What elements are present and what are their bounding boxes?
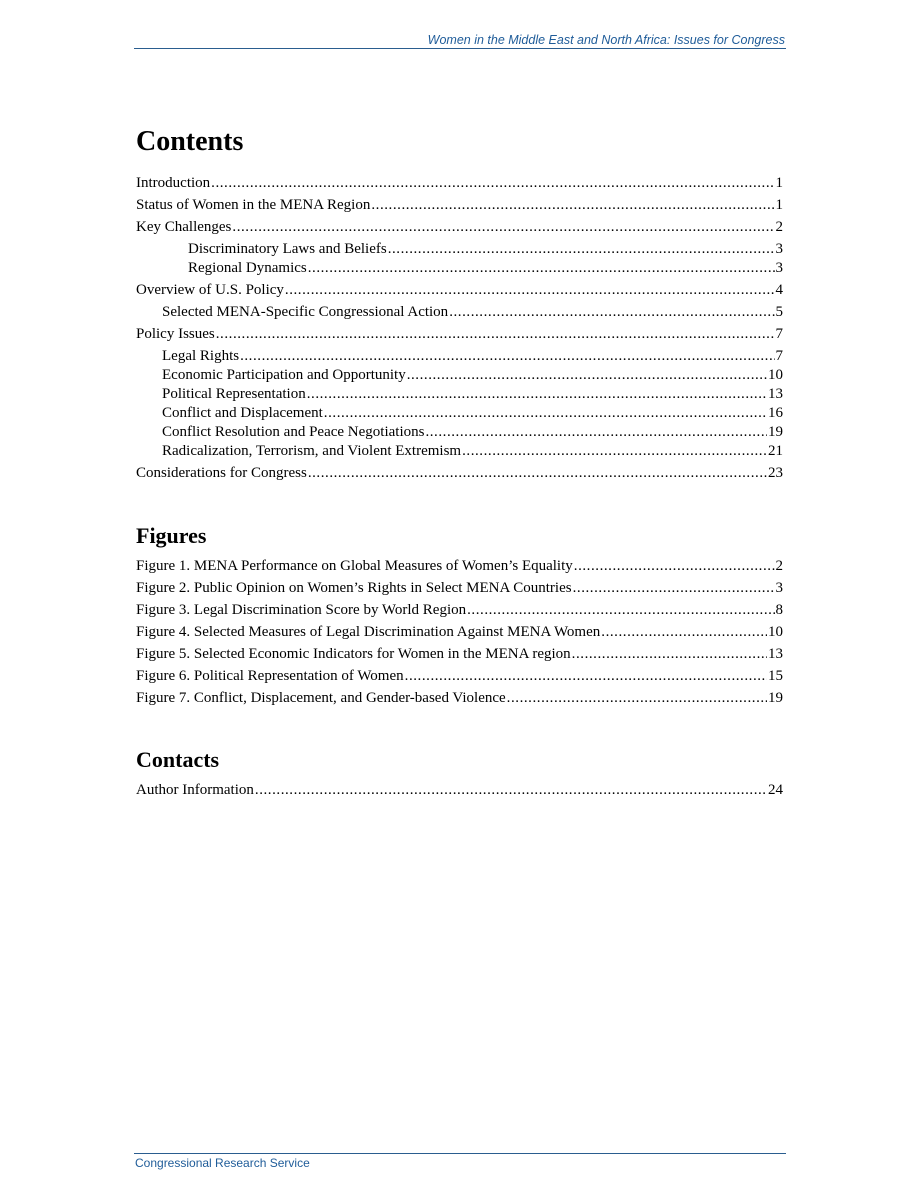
contact-entry-page: 24	[768, 782, 783, 798]
running-header	[134, 32, 786, 49]
figure-entry[interactable]	[136, 601, 783, 620]
toc-entry-page: 4	[775, 282, 783, 298]
figure-entry-title: Figure 3. Legal Discrimination Score by World Region	[136, 602, 467, 618]
table-of-contents	[136, 126, 783, 800]
toc-entry[interactable]	[136, 442, 783, 461]
dot-leader	[462, 442, 767, 461]
contacts-list	[136, 781, 783, 800]
figure-entry[interactable]	[136, 557, 783, 576]
toc-entry[interactable]	[136, 423, 783, 442]
toc-entry-title: Radicalization, Terrorism, and Violent Extremism	[162, 443, 462, 459]
toc-entry-title: Overview of U.S. Policy	[136, 282, 284, 298]
dot-leader	[232, 218, 774, 237]
toc-entry[interactable]	[136, 240, 783, 259]
contents-heading: Contents	[136, 126, 244, 157]
figure-entry-page: 2	[775, 558, 783, 574]
figure-entry[interactable]	[136, 645, 783, 664]
figure-entry-title: Figure 2. Public Opinion on Women’s Rights in Select MENA Countries	[136, 580, 572, 596]
toc-entry-title: Regional Dynamics	[188, 260, 307, 276]
figures-heading: Figures	[136, 523, 207, 548]
dot-leader	[407, 366, 767, 385]
dot-leader	[405, 667, 767, 686]
running-footer-source: Congressional Research Service	[135, 1156, 310, 1170]
contact-entry[interactable]	[136, 781, 783, 800]
figure-entry[interactable]	[136, 623, 783, 642]
running-footer	[134, 1153, 786, 1170]
toc-entry-page: 10	[768, 367, 783, 383]
toc-entry-page: 7	[775, 326, 783, 342]
toc-entry-title: Considerations for Congress	[136, 465, 307, 481]
dot-leader	[573, 579, 775, 598]
dot-leader	[308, 464, 767, 483]
figure-entry-page: 15	[768, 668, 783, 684]
toc-entry[interactable]	[136, 366, 783, 385]
toc-entry-page: 23	[768, 465, 783, 481]
toc-entry-page: 19	[768, 424, 783, 440]
toc-entry-page: 1	[775, 175, 783, 191]
figures-list	[136, 557, 783, 708]
toc-entry-page: 5	[775, 304, 783, 320]
figure-entry-page: 8	[775, 602, 783, 618]
toc-entry-title: Political Representation	[162, 386, 306, 402]
toc-entry-title: Discriminatory Laws and Beliefs	[188, 241, 387, 257]
dot-leader	[371, 196, 774, 215]
dot-leader	[467, 601, 774, 620]
contents-list	[136, 174, 783, 483]
toc-entry-page: 1	[775, 197, 783, 213]
toc-entry-page: 7	[775, 348, 783, 364]
figure-entry[interactable]	[136, 667, 783, 686]
toc-entry[interactable]	[136, 218, 783, 237]
dot-leader	[507, 689, 767, 708]
figure-entry-page: 19	[768, 690, 783, 706]
dot-leader	[240, 347, 774, 366]
contact-entry-title: Author Information	[136, 782, 254, 798]
dot-leader	[425, 423, 767, 442]
toc-entry-page: 3	[775, 241, 783, 257]
toc-entry-page: 21	[768, 443, 783, 459]
dot-leader	[308, 259, 775, 278]
toc-entry[interactable]	[136, 259, 783, 278]
toc-entry[interactable]	[136, 174, 783, 193]
dot-leader	[211, 174, 774, 193]
dot-leader	[307, 385, 767, 404]
dot-leader	[601, 623, 767, 642]
toc-entry[interactable]	[136, 385, 783, 404]
toc-entry[interactable]	[136, 464, 783, 483]
toc-entry[interactable]	[136, 347, 783, 366]
figure-entry-title: Figure 4. Selected Measures of Legal Discrimination Against MENA Women	[136, 624, 601, 640]
dot-leader	[285, 281, 775, 300]
figure-entry-title: Figure 5. Selected Economic Indicators for Women in the MENA region	[136, 646, 571, 662]
toc-entry-title: Key Challenges	[136, 219, 232, 235]
toc-entry-page: 13	[768, 386, 783, 402]
toc-entry[interactable]	[136, 325, 783, 344]
figure-entry-title: Figure 7. Conflict, Displacement, and Gender-based Violence	[136, 690, 506, 706]
toc-entry-title: Conflict and Displacement	[162, 405, 323, 421]
figure-entry[interactable]	[136, 579, 783, 598]
dot-leader	[449, 303, 774, 322]
toc-entry-title: Conflict Resolution and Peace Negotiations	[162, 424, 425, 440]
figure-entry-page: 13	[768, 646, 783, 662]
toc-entry-title: Economic Participation and Opportunity	[162, 367, 406, 383]
toc-entry-page: 2	[775, 219, 783, 235]
dot-leader	[574, 557, 775, 576]
toc-entry-title: Legal Rights	[162, 348, 240, 364]
dot-leader	[324, 404, 767, 423]
figure-entry[interactable]	[136, 689, 783, 708]
toc-entry-page: 3	[775, 260, 783, 276]
running-header-title: Women in the Middle East and North Africa: Issues for Congress	[427, 33, 785, 47]
dot-leader	[572, 645, 767, 664]
dot-leader	[216, 325, 775, 344]
toc-entry[interactable]	[136, 404, 783, 423]
figure-entry-title: Figure 1. MENA Performance on Global Measures of Women’s Equality	[136, 558, 573, 574]
toc-entry-title: Introduction	[136, 175, 211, 191]
figure-entry-title: Figure 6. Political Representation of Women	[136, 668, 404, 684]
toc-entry-title: Selected MENA-Specific Congressional Action	[162, 304, 449, 320]
figure-entry-page: 3	[775, 580, 783, 596]
toc-entry-title: Policy Issues	[136, 326, 215, 342]
toc-entry-page: 16	[768, 405, 783, 421]
toc-entry[interactable]	[136, 281, 783, 300]
toc-entry[interactable]	[136, 303, 783, 322]
figure-entry-page: 10	[768, 624, 783, 640]
contacts-heading: Contacts	[136, 747, 220, 772]
toc-entry[interactable]	[136, 196, 783, 215]
dot-leader	[255, 781, 767, 800]
toc-entry-title: Status of Women in the MENA Region	[136, 197, 371, 213]
dot-leader	[388, 240, 775, 259]
